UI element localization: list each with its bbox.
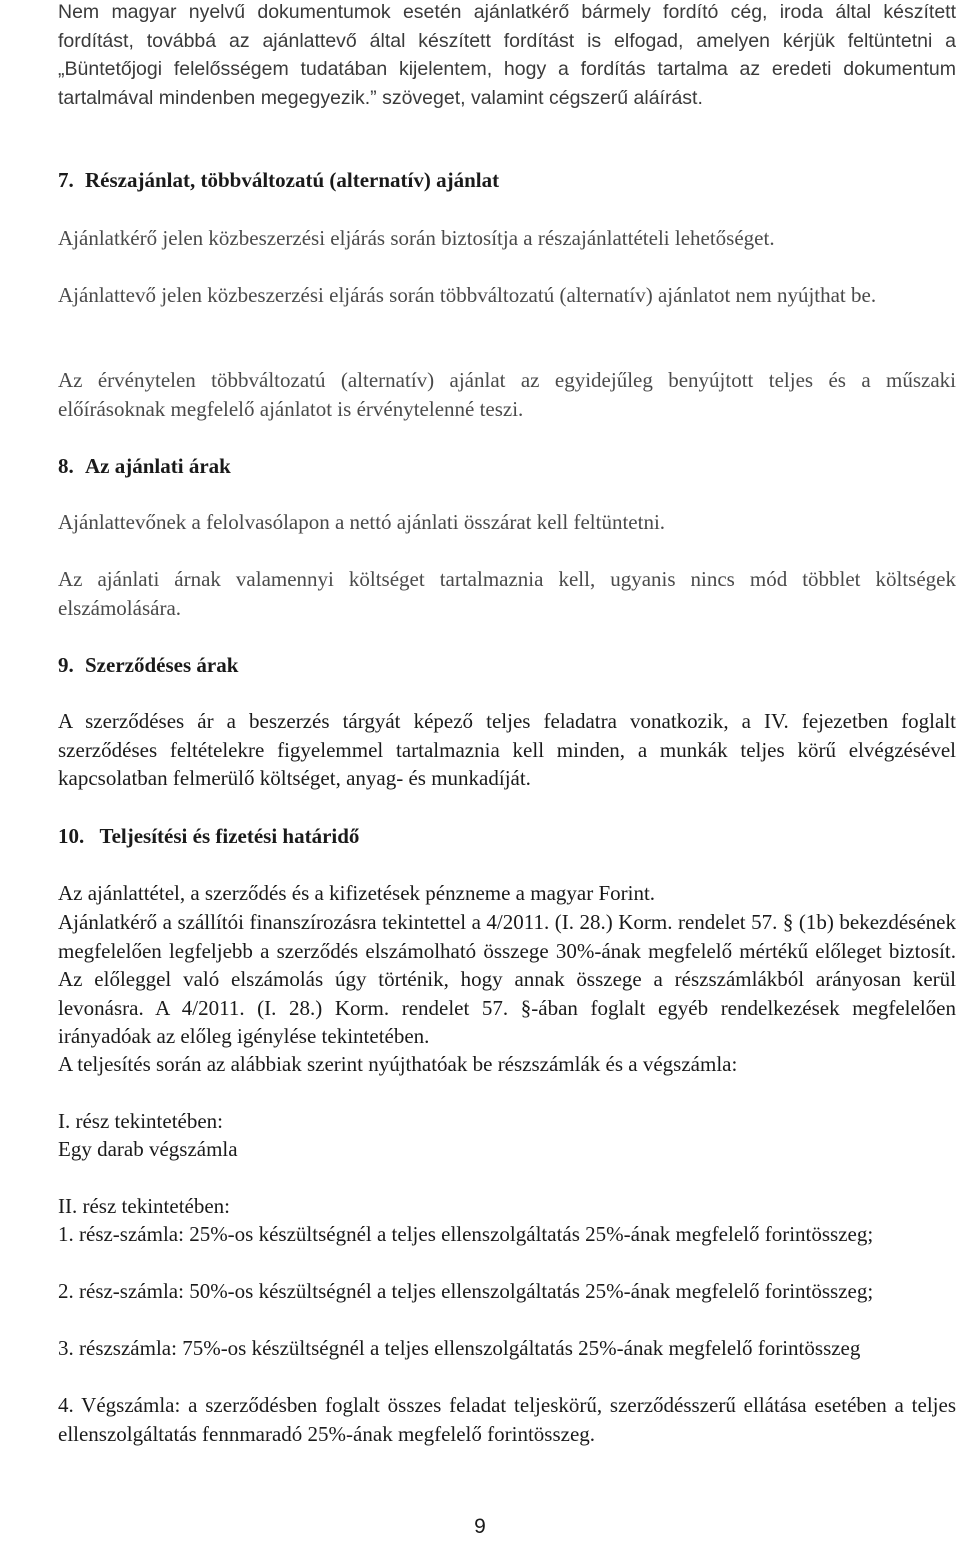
part-1-text: Egy darab végszámla: [58, 1137, 238, 1161]
section-9-number: 9.: [58, 653, 74, 677]
section-10-paragraph-1: Az ajánlattétel, a szerződés és a kifizetések pénzneme a magyar Forint.: [58, 881, 656, 905]
section-9-heading: [58, 651, 238, 679]
section-8-title: Az ajánlati árak: [85, 454, 231, 478]
section-8-paragraph-1: Ajánlattevőnek a felolvasólapon a nettó ajánlati összárat kell feltüntetni.: [58, 510, 666, 534]
section-7-title: Részajánlat, többváltozatú (alternatív) ajánlat: [85, 168, 500, 192]
section-7-number: 7.: [58, 168, 74, 192]
section-7-paragraph-1: Ajánlatkérő jelen közbeszerzési eljárás során biztosítja a részajánlattételi lehetőséget.: [58, 226, 775, 250]
section-8-number: 8.: [58, 454, 74, 478]
section-10-title: Teljesítési és fizetési határidő: [99, 824, 360, 848]
list-item: 2. rész-számla: 50%-os készültségnél a teljes ellenszolgáltatás 25%-ának megfelelő forintösszeg;: [58, 1279, 874, 1303]
list-item: 1. rész-számla: 25%-os készültségnél a teljes ellenszolgáltatás 25%-ának megfelelő forintösszeg;: [58, 1222, 874, 1246]
section-8-paragraph-2: Az ajánlati árnak valamennyi költséget tartalmaznia kell, ugyanis nincs mód többlet költségek elszámolására.: [58, 567, 956, 620]
section-10-paragraph-2: Ajánlatkérő a szállítói finanszírozásra tekintettel a 4/2011. (I. 28.) Korm. rendelet 57. § (1b) bekezdésének megfelelően legfeljebb a szerződés elszámolható összege 30%-ának megfelelő mértékű előleget biztosít. Az előleggel való elszámolás úgy történik, hogy annak összege a részszámlákból arányosan kerül levonásra. A 4/2011. (I. 28.) Korm. rendelet 57. §-ában foglalt egyéb rendelkezések megfelelően irányadóak az előleg igénylése tekintetében.: [58, 910, 956, 1048]
list-item: 3. részszámla: 75%-os készültségnél a teljes ellenszolgáltatás 25%-ának megfelelő forintösszeg: [58, 1336, 861, 1360]
section-8-heading: [58, 452, 231, 480]
part-2-label: II. rész tekintetében:: [58, 1194, 230, 1218]
section-10-heading: [58, 822, 359, 850]
section-9-title: Szerződéses árak: [85, 653, 239, 677]
section-7-heading: [58, 166, 499, 194]
section-7-paragraph-2: Ajánlattevő jelen közbeszerzési eljárás során többváltozatú (alternatív) ajánlatot nem nyújthat be.: [58, 283, 877, 307]
intro-paragraph: Nem magyar nyelvű dokumentumok esetén ajánlatkérő bármely fordító cég, iroda által készített fordítást, továbbá az ajánlattevő által készített fordítást is elfogad, amelyen kérjük feltüntetni a „Büntetőjogi felelősségem tudatában kijelentem, hogy a fordítás tartalma az eredeti dokumentum tartalmával mindenben megegyezik.” szöveget, valamint cégszerű aláírást.: [58, 1, 956, 109]
list-item: 4. Végszámla: a szerződésben foglalt összes feladat teljeskörű, szerződésszerű ellátása esetében a teljes ellenszolgáltatás fennmaradó 25%-ának megfelelő forintösszeg.: [58, 1393, 956, 1446]
section-7-paragraph-3: Az érvénytelen többváltozatú (alternatív) ajánlat az egyidejűleg benyújtott teljes és a műszaki előírásoknak megfelelő ajánlatot is érvénytelenné teszi.: [58, 368, 956, 421]
page-number: 9: [474, 1515, 486, 1538]
section-9-paragraph-1: A szerződéses ár a beszerzés tárgyát képező teljes feladatra vonatkozik, a IV. fejezetben foglalt szerződéses feltételekre figyelemmel tartalmaznia kell minden, a munkák teljes körű elvégzésével kapcsolatban felmerülő költséget, anyag- és munkadíját.: [58, 709, 956, 790]
section-10-paragraph-3: A teljesítés során az alábbiak szerint nyújthatóak be részszámlák és a végszámla:: [58, 1052, 738, 1076]
section-10-number: 10.: [58, 824, 85, 848]
part-1-label: I. rész tekintetében:: [58, 1109, 224, 1133]
